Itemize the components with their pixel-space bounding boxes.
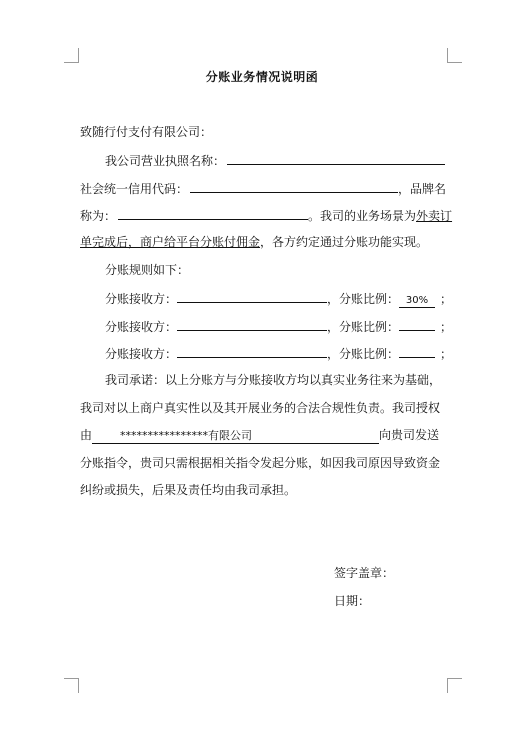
rule-end: ； [440, 347, 453, 361]
scene-value-b: 单完成后，商户给平台分账付佣金 [80, 235, 261, 249]
receiver-blank[interactable] [177, 289, 327, 303]
license-name-row [105, 151, 445, 169]
crop-mark-bottom-right [447, 678, 462, 693]
rule-row [105, 344, 452, 362]
credit-code-label: 社会统一信用代码： [80, 182, 189, 196]
authorized-company-field[interactable]: ****************有限公司 [92, 429, 379, 444]
ratio-label: ，分账比例： [327, 347, 400, 361]
brand-scene-row [80, 206, 452, 224]
ratio-label: ，分账比例： [327, 320, 400, 334]
rule-end: ； [440, 320, 453, 334]
scene-value-a: 外卖订 [416, 209, 453, 223]
credit-code-blank[interactable] [190, 179, 398, 193]
ratio-value[interactable]: 30% [399, 294, 435, 308]
brand-name-blank[interactable] [118, 206, 308, 220]
commitment-line-3 [80, 427, 439, 444]
credit-code-row [80, 179, 446, 197]
rule-row [105, 289, 452, 308]
scene-tail: ，各方约定通过分账功能实现。 [260, 235, 429, 249]
crop-mark-bottom-left [64, 678, 79, 693]
scene-lead: 。我司的业务场景为 [308, 209, 417, 223]
crop-mark-top-right [447, 48, 462, 63]
license-name-label: 我公司营业执照名称： [105, 154, 226, 168]
crop-mark-top-left [64, 48, 79, 63]
date-label: 日期： [334, 594, 371, 608]
salutation: 致随行付支付有限公司： [80, 125, 213, 139]
commitment-line-4: 分账指令，贵司只需根据相关指令发起分账，如因我司原因导致资金 [80, 456, 441, 470]
receiver-label: 分账接收方： [105, 347, 178, 361]
license-name-blank[interactable] [227, 151, 445, 165]
receiver-blank[interactable] [177, 317, 327, 331]
authorize-suffix: 向贵司发送 [379, 428, 440, 442]
receiver-blank[interactable] [177, 344, 327, 358]
brand-label-b: 称为： [80, 209, 117, 223]
receiver-label: 分账接收方： [105, 320, 178, 334]
commitment-line-1: 我司承诺：以上分账方与分账接收方均以真实业务往来为基础， [105, 373, 442, 387]
receiver-label: 分账接收方： [105, 292, 178, 306]
rule-end: ； [440, 292, 453, 306]
document-title: 分账业务情况说明函 [205, 70, 319, 84]
ratio-value[interactable] [399, 344, 435, 358]
scene-row-2 [80, 234, 428, 250]
rules-heading: 分账规则如下： [105, 263, 190, 277]
brand-label-a: ，品牌名 [398, 182, 447, 196]
rule-row [105, 317, 452, 335]
authorize-prefix: 由 [80, 428, 93, 442]
ratio-value[interactable] [399, 317, 435, 331]
commitment-line-5: 纠纷或损失，后果及责任均由我司承担。 [80, 483, 297, 497]
ratio-label: ，分账比例： [327, 292, 400, 306]
commitment-line-2: 我司对以上商户真实性以及其开展业务的合法合规性负责。我司授权 [80, 401, 441, 415]
signature-label: 签字盖章： [334, 566, 395, 580]
